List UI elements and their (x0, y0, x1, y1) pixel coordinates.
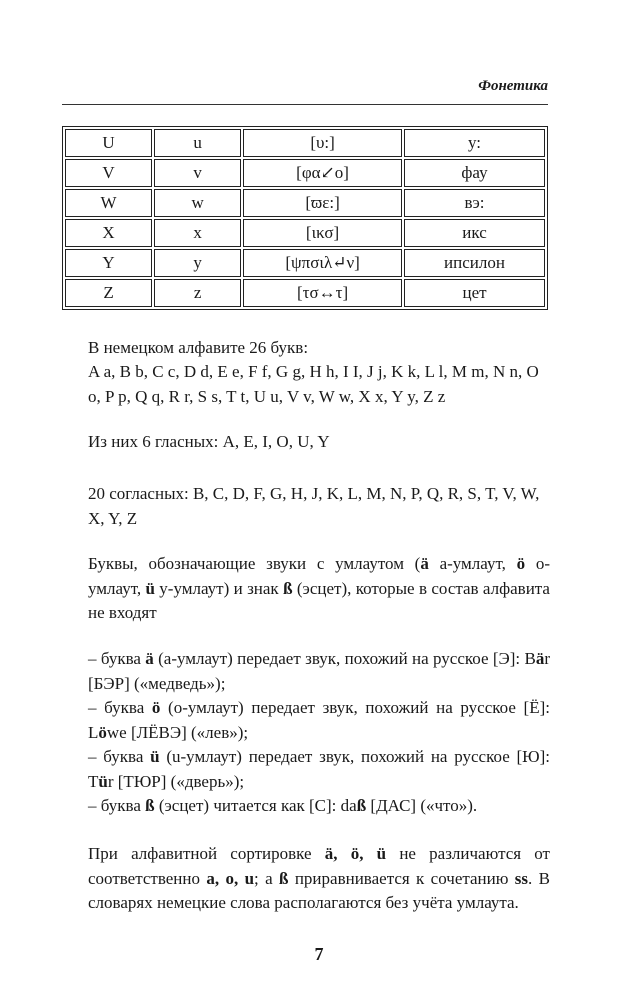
umlaut-item-u: – буква ü (u-умлаут) передает звук, похожий на русское [Ю]: Tür [ТЮР] («дверь»); (88, 747, 551, 791)
reading: икс (404, 219, 545, 247)
transcription: [φα↙ο] (243, 159, 402, 187)
upper-letter: V (65, 159, 152, 187)
vowels-paragraph: Из них 6 гласных: A, E, I, O, U, Y (88, 432, 330, 451)
sorting-paragraph: При алфавитной сортировке ä, ö, ü не различаются от соответственно a, o, u; а ß приравнивается к сочетанию ss. В словарях немецкие слова располагаются без учёта умлаута. (88, 844, 550, 912)
umlaut-intro-paragraph: Буквы, обозначающие звуки с умлаутом (ä а-умлаут, ö о-умлаут, ü у-умлаут) и знак ß (эсцет), которые в состав алфавита не входят (88, 554, 550, 622)
upper-letter: W (65, 189, 152, 217)
reading: ипсилон (404, 249, 545, 277)
reading: цет (404, 279, 545, 307)
reading: у: (404, 129, 545, 157)
alphabet-table (62, 126, 548, 310)
upper-letter: X (65, 219, 152, 247)
table-row (65, 279, 545, 307)
alphabet-intro: В немецком алфавите 26 букв: (88, 338, 309, 357)
transcription: [τσ↔τ] (243, 279, 402, 307)
table-row (65, 159, 545, 187)
lower-letter: w (154, 189, 241, 217)
header-rule (62, 104, 548, 105)
lower-letter: z (154, 279, 241, 307)
lower-letter: x (154, 219, 241, 247)
reading: вэ: (404, 189, 545, 217)
page-number: 7 (314, 944, 324, 964)
upper-letter: Z (65, 279, 152, 307)
transcription: [ψπσιλ↵ν] (243, 249, 402, 277)
alphabet-letters: A a, B b, C c, D d, E e, F f, G g, H h, I I, J j, K k, L l, M m, N n, O o, P p, Q q, R r, S s, T t, U u, V v, W w, X x, Y y, Z z (88, 362, 539, 406)
umlaut-item-a: – буква ä (а-умлаут) передает звук, похожий на русское [Э]: Bär [БЭР] («медведь»); (88, 649, 550, 693)
table-row (65, 219, 545, 247)
table-row (65, 189, 545, 217)
umlaut-item-o: – буква ö (о-умлаут) передает звук, похожий на русское [Ё]: Löwe [ЛЁВЭ] («лев»); (88, 698, 550, 742)
lower-letter: v (154, 159, 241, 187)
reading: фау (404, 159, 545, 187)
lower-letter: u (154, 129, 241, 157)
upper-letter: Y (65, 249, 152, 277)
umlaut-item-eszett: – буква ß (эсцет) читается как [С]: daß [ДАС] («что»). (88, 796, 478, 815)
consonants-paragraph: 20 согласных: B, C, D, F, G, H, J, K, L, M, N, P, Q, R, S, T, V, W, X, Y, Z (88, 484, 540, 528)
transcription: [ικσ] (243, 219, 402, 247)
running-header: Фонетика (478, 78, 548, 94)
upper-letter: U (65, 129, 152, 157)
lower-letter: y (154, 249, 241, 277)
transcription: [ϖε:] (243, 189, 402, 217)
table-row (65, 129, 545, 157)
table-row (65, 249, 545, 277)
transcription: [υ:] (243, 129, 402, 157)
